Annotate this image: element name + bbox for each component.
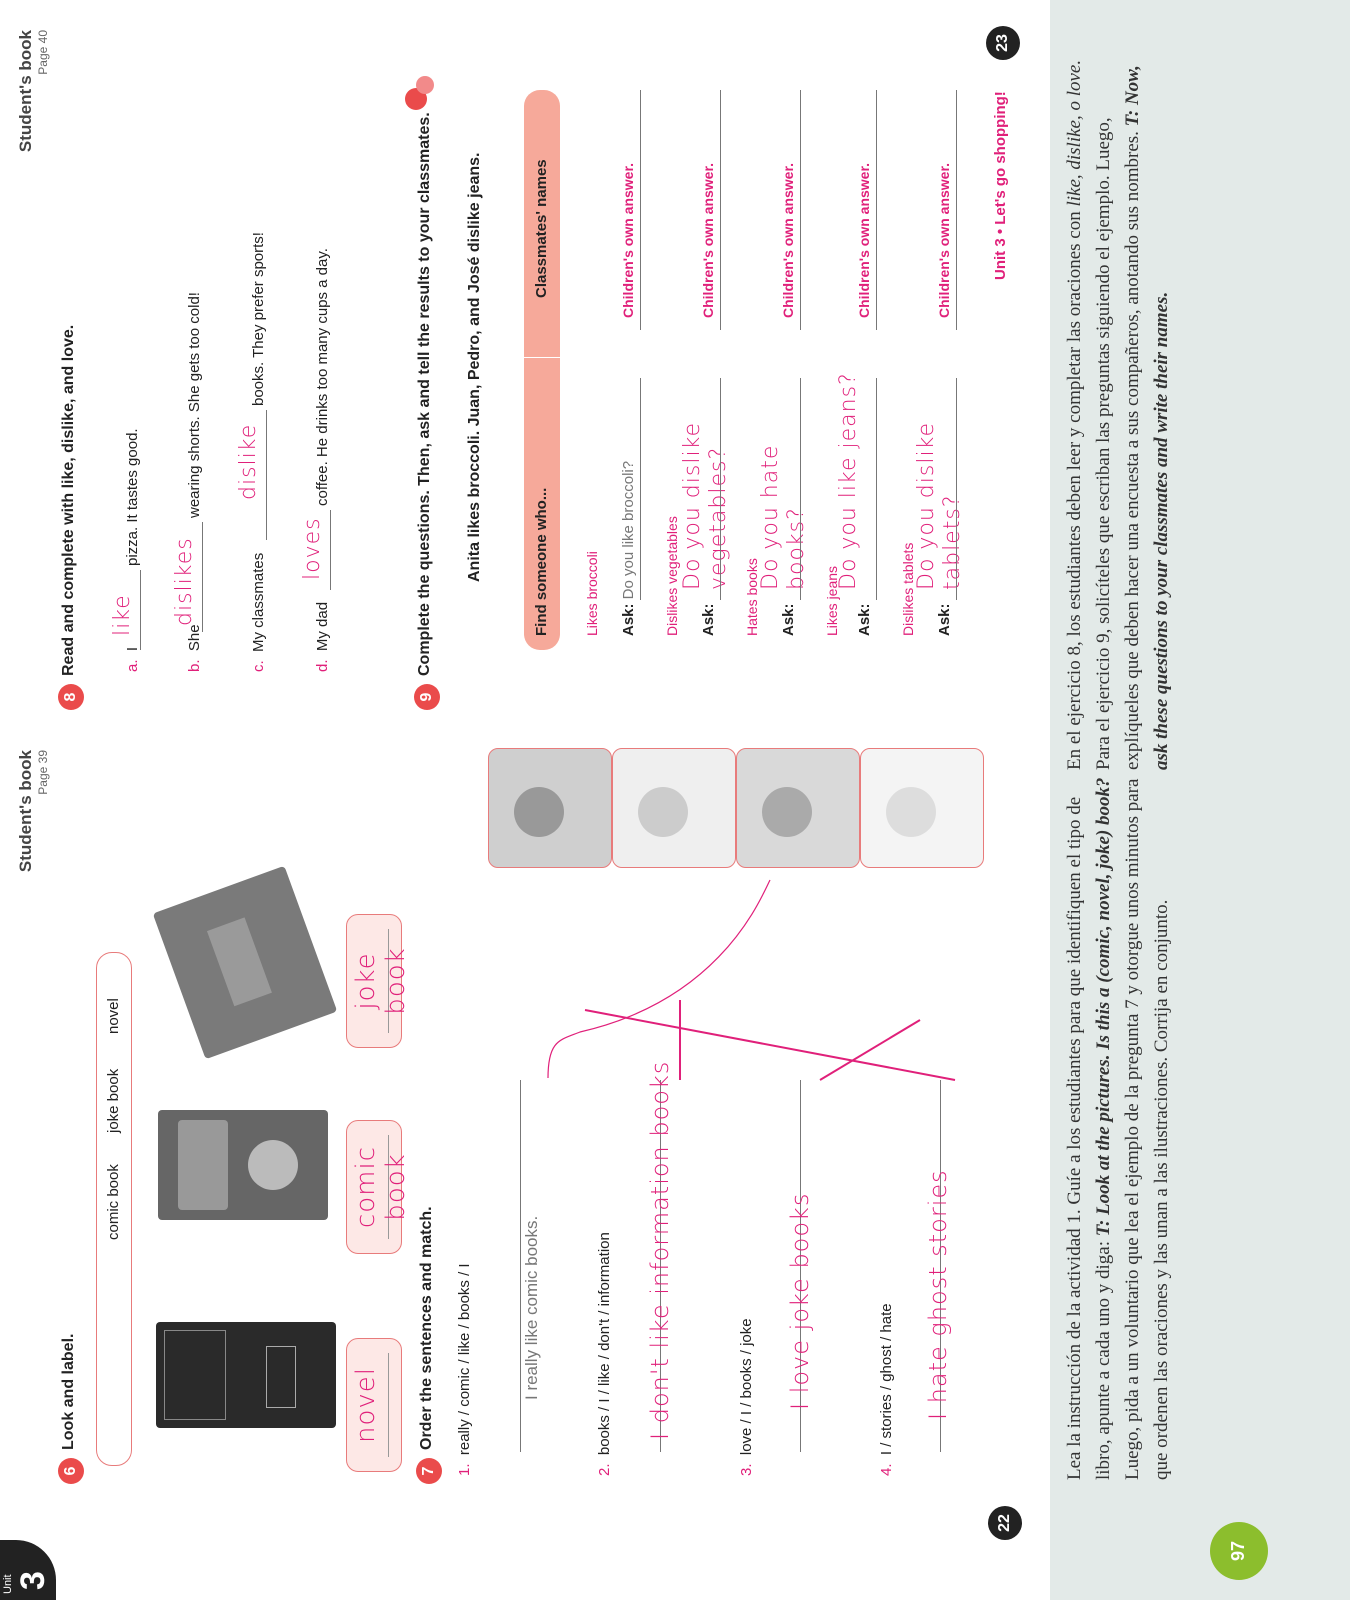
ex9-row-answer-4: Children's own answer. (856, 162, 872, 318)
ex8-item-b-after: wearing shorts. She gets too cold! (186, 292, 203, 518)
ex9-row-ask-4: Ask: (856, 603, 873, 636)
ex7-answer-2: I don't like information books (646, 1060, 674, 1440)
ex9-row-ask-3: Ask: (780, 603, 797, 636)
ex7-prompt-3: 3. love / I / books / joke (738, 1318, 755, 1476)
ex7-prompt-4: 4. I / stories / ghost / hate (878, 1303, 895, 1476)
ex8-item-c: c. My classmates (250, 552, 267, 672)
ex9-row-ask-1: Ask: Do you like broccoli? (620, 460, 637, 636)
word-bank-item: joke book (105, 1068, 122, 1133)
page-number-23: 23 (986, 26, 1020, 60)
ex8-answer-a: like (110, 594, 135, 636)
ex7-prompt-1: 1. really / comic / like / books / I (456, 1263, 473, 1476)
teacher-page-number: 97 (1210, 1522, 1268, 1580)
joke-book-label-box: joke book (346, 914, 402, 1048)
exercise-8-number: 8 (58, 684, 84, 710)
ex8-item-d: d. My dad (314, 601, 331, 672)
ex7-matching-lines (0, 800, 1000, 1600)
column-find-someone: Find someone who... (533, 487, 550, 636)
ex9-table-header (524, 90, 560, 650)
novel-label-box: novel (346, 1338, 402, 1472)
speech-icon (400, 70, 440, 120)
exercise-6-number: 6 (58, 1458, 84, 1484)
ex8-item-a-after: pizza. It tastes good. (124, 428, 141, 566)
ex7-prompt-2: 2. books / I / like / don't / information (596, 1232, 613, 1476)
ex9-row-question-4: Do you like jeans? (836, 372, 861, 590)
exercise-7-number: 7 (416, 1458, 442, 1484)
ex8-answer-c: dislike (236, 423, 261, 500)
ex8-answer-b: dislikes (172, 537, 197, 626)
ex7-answer-3: I love joke books (786, 1192, 814, 1410)
header-students-book-left: Student's book Page 39 (16, 750, 50, 873)
ex7-answer-1: I really like comic books. (522, 1215, 541, 1400)
ex8-answer-d: loves (300, 517, 325, 580)
ex9-row-answer-2: Children's own answer. (700, 162, 716, 318)
ex9-row-question-2: Do you dislike vegetables? (680, 421, 731, 590)
ex9-row-label-2: Dislikes vegetables (664, 516, 680, 636)
ex8-item-a: a. I (124, 646, 141, 672)
ex9-row-label-3: Hates books (744, 558, 760, 636)
comic-book-label-box: comic book (346, 1120, 402, 1254)
ex9-row-question-3: Do you hate books? (758, 444, 809, 590)
page-number-22: 22 (988, 1506, 1022, 1540)
match-line-1 (548, 880, 770, 1078)
ex9-row-label-5: Dislikes tablets (900, 542, 916, 636)
ex9-row-answer-3: Children's own answer. (780, 162, 796, 318)
column-classmates-names: Classmates' names (533, 159, 550, 298)
ex9-row-question-5: Do you dislike tablets? (914, 421, 965, 590)
ex9-row-ask-2: Ask: (700, 603, 717, 636)
exercise-9-number: 9 (414, 684, 440, 710)
ex9-row-answer-1: Children's own answer. (620, 162, 636, 318)
word-bank-item: comic book (105, 1164, 122, 1240)
match-line-4 (585, 1010, 955, 1080)
ex9-row-label-1: Likes broccoli (584, 551, 600, 636)
teacher-note-right: En el ejercicio 8, los estudiantes deben leer y completar las oraciones con like, dislike, o love. Para el ejercicio 9, solicíteles que escriban las preguntas siguiendo el ejemplo. Luego, explíqueles que deben hacer una encuesta a sus compañeros, anotando sus nombres. T: Now, ask these questions to your classmates and write their names. (1064, 59, 1172, 770)
ex8-item-b: b. She (186, 624, 203, 672)
unit-footer: Unit 3 • Let's go shopping! (992, 91, 1009, 280)
exercise-6-title: Look and label. (60, 1333, 77, 1450)
ex9-row-ask-5: Ask: (936, 603, 953, 636)
ex8-item-c-after: books. They prefer sports! (250, 232, 267, 406)
header-students-book-right: Student's book Page 40 (16, 30, 50, 153)
ex9-row-answer-5: Children's own answer. (936, 162, 952, 318)
exercise-7-title: Order the sentences and match. (418, 1206, 435, 1450)
exercise-9-title: Complete the questions. Then, ask and tell the results to your classmates. (416, 112, 433, 676)
exercise-8-title: Read and complete with like, dislike, and love. (60, 324, 77, 676)
unit-badge: Unit 3 (0, 1530, 60, 1600)
ex7-answer-4: I hate ghost stories (924, 1169, 952, 1420)
ex9-row-label-4: Likes jeans (824, 565, 840, 636)
ex8-item-d-after: coffee. He drinks too many cups a day. (314, 248, 331, 506)
ex9-example: Anita likes broccoli. Juan, Pedro, and José dislike jeans. (466, 152, 483, 582)
teacher-note-left: Lea la instrucción de la actividad 1. Guíe a los estudiantes para que identifiquen el tipo de libro, apunte a cada uno y diga: T: Look at the pictures. Is this a (comic, novel, joke) book? Luego, pida a un voluntario que lea el ejemplo de la pregunta 7 y otorgue unos minutos para que ordenen las oraciones y las unan a las ilustraciones. Corrija en conjunto. (1064, 777, 1172, 1480)
word-bank-item: novel (105, 998, 122, 1034)
